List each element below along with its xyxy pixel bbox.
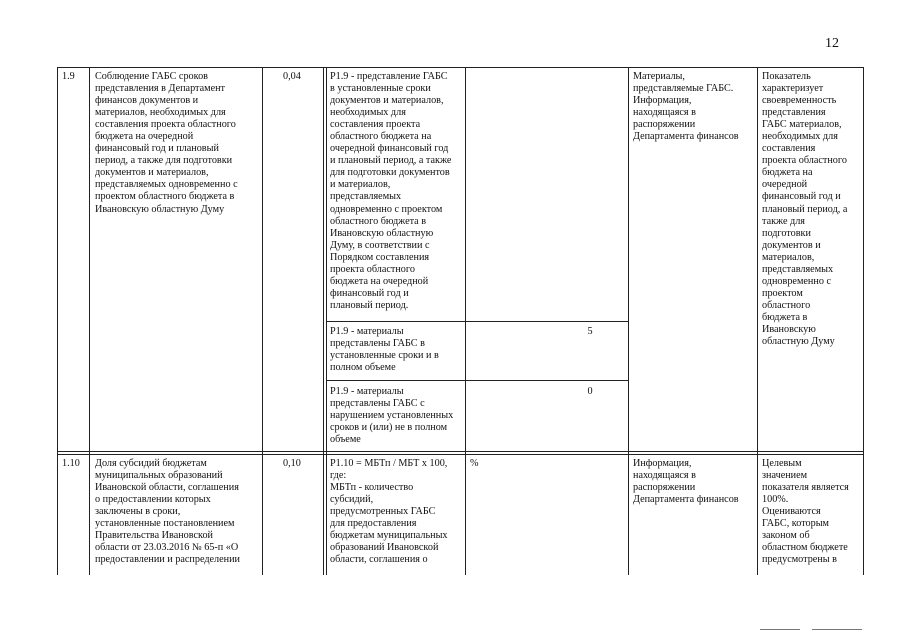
row-number: 1.9 [62,71,75,82]
row-divider [57,451,864,452]
table-divider [628,67,629,575]
table-divider [757,67,758,575]
unit-of-measure: % [470,458,479,469]
row-divider [57,454,864,455]
row-number: 1.10 [62,458,80,469]
indicator-comment: Показатель характеризует своевременность представления ГАБС материалов, необходимых для составления проекта областного бюджета на очередной финансовый год и плановый период, а также для подготовки документов и материалов, представляемых одновременно с проектом областного бюджета в Ивановскую областную Думу [762,71,848,348]
data-source: Материалы, представляемые ГАБС. Информация, находящаяся в распоряжении Департамента финансов [633,71,739,143]
case-text: Р1.9 - материалы представлены ГАБС в установленные сроки и в полном объеме [330,326,439,374]
scan-artifact [760,629,800,630]
indicator-formula: Р1.9 - представление ГАБС в установленные сроки документов и материалов, необходимых для составления проекта областного бюджета на очередной финансовый год и плановый период, а также для подготовки документов и материалов, представляемых одновременно с проектом областного бюджета в Ивановскую областную Думу, в соответствии с Порядком составления проекта областного бюджета на очередной финансовый год и плановый период. [330,71,452,311]
page-number: 12 [825,36,839,51]
case-divider [326,380,628,381]
indicator-formula: Р1.10 = МБТп / МБТ х 100, где: МБТп - количество субсидий, предусмотренных ГАБС для предоставления бюджетам муниципальных образований Ивановской области, соглашения о [330,458,448,566]
indicator-name: Доля субсидий бюджетам муниципальных образований Ивановской области, соглашения о предоставлении которых заключены в сроки, установленные постановлением Правительства Ивановской области от 23.03.2016 № 65-п «О предоставлении и распределении [95,458,241,566]
case-divider [326,321,628,322]
table-divider [89,67,90,575]
table-border-top [57,67,864,68]
table-border-left [57,67,58,575]
case-text: Р1.9 - материалы представлены ГАБС с нарушением установленных сроков и (или) не в полном объеме [330,386,454,446]
scan-artifact [812,629,862,630]
indicator-weight: 0,04 [283,71,301,82]
case-score: 5 [587,326,593,337]
table-divider [262,67,263,575]
indicator-comment: Целевым значением показателя является 100%. Оцениваются ГАБС, которым законом об областном бюджете предусмотрены в [762,458,849,566]
indicator-name: Соблюдение ГАБС сроков представления в Департамент финансов документов и материалов, необходимых для составления проекта областного бюджета на очередной финансовый год и плановый период, а также для подготовки документов и материалов, представляемых одновременно с проектом областного бюджета в Ивановскую областную Думу [95,71,238,215]
data-source: Информация, находящаяся в распоряжении Департамента финансов [633,458,739,506]
table-border-right [863,67,864,575]
case-score: 0 [587,386,593,397]
table-divider [323,67,324,575]
indicator-weight: 0,10 [283,458,301,469]
